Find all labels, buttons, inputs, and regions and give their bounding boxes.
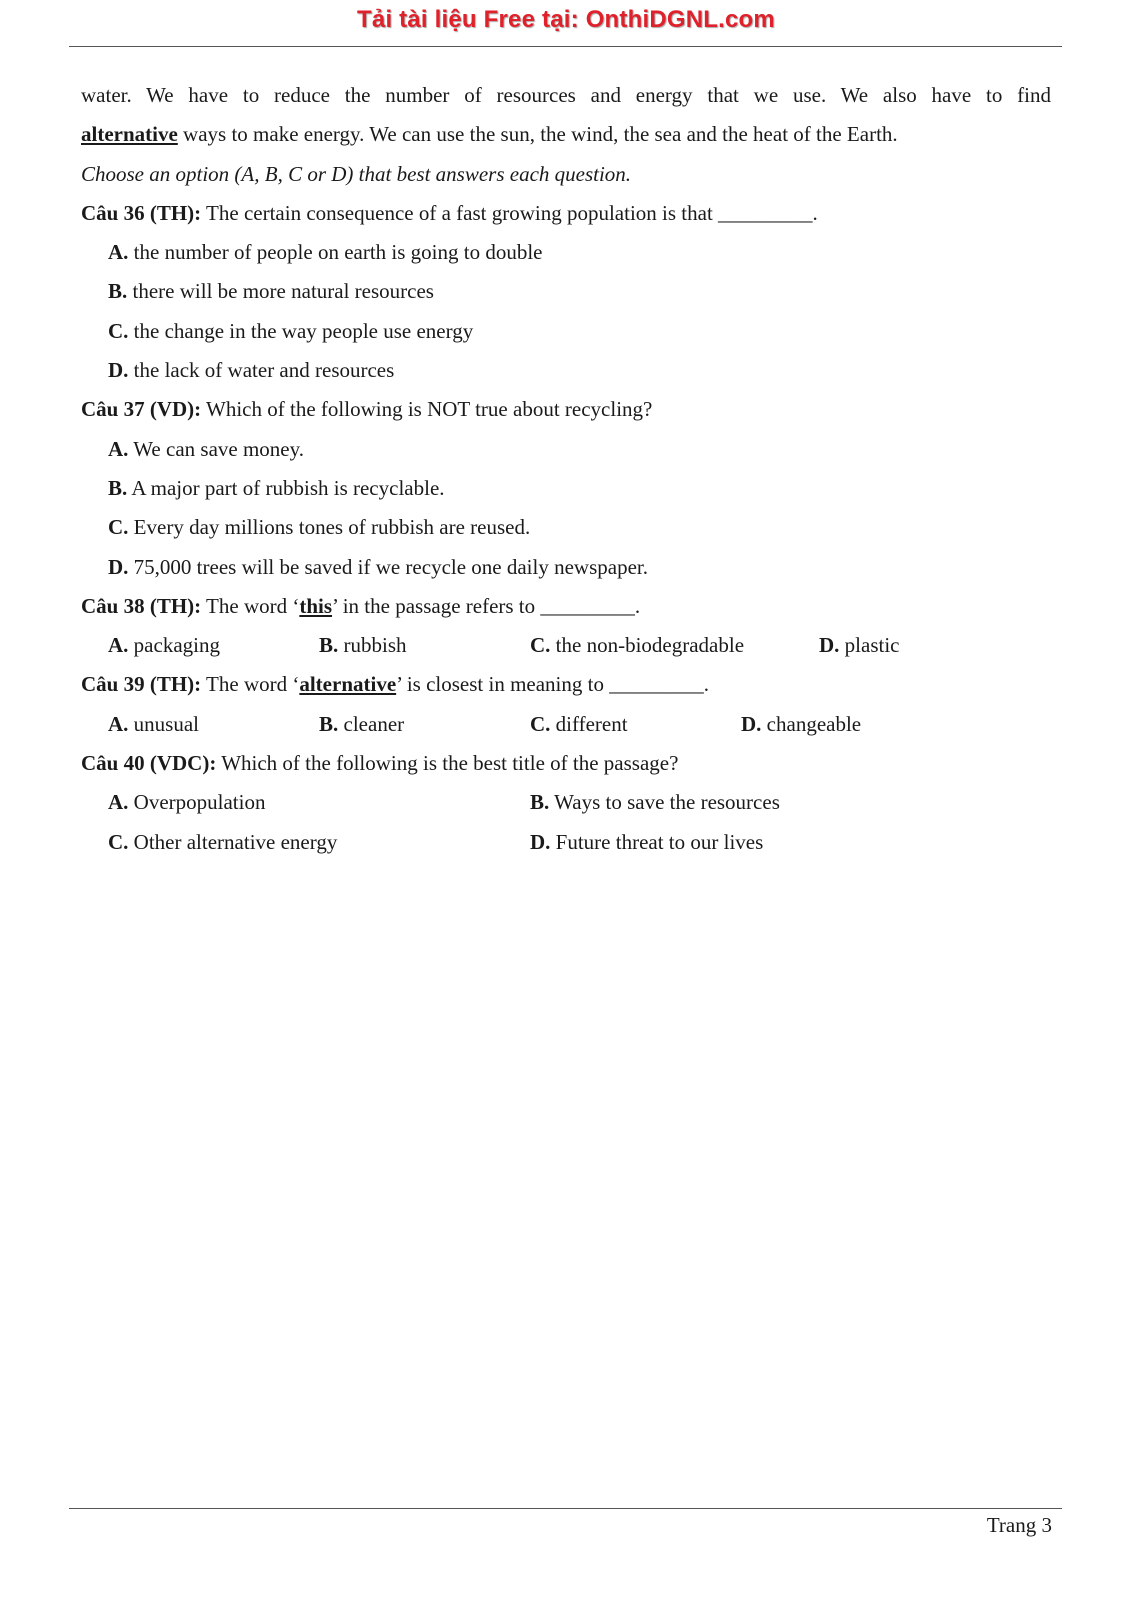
option-text: plastic (839, 633, 900, 658)
answer-option (530, 626, 744, 665)
option-letter: C. (530, 711, 551, 736)
option-letter: D. (741, 711, 762, 736)
option-text: cleaner (338, 711, 405, 736)
underlined-word: this (299, 593, 333, 618)
option-letter: B. (108, 279, 128, 304)
question-stem (81, 587, 1051, 626)
document-body (81, 76, 1051, 862)
answer-option-row (81, 705, 1051, 744)
passage-line: water. We have to reduce the number of resources and energy that we use. We also have to find (81, 83, 1051, 107)
option-letter: D. (108, 358, 129, 383)
answer-option (81, 430, 1051, 469)
question-stem (81, 194, 1051, 233)
option-text: the change in the way people use energy (128, 318, 474, 343)
answer-option (81, 272, 1051, 311)
answer-option (530, 705, 628, 744)
question-text: The word ‘ (201, 672, 300, 697)
option-letter: C. (530, 633, 551, 658)
question-label: Câu 36 (TH): (81, 200, 202, 225)
underlined-word: alternative (81, 122, 178, 147)
answer-option (108, 705, 199, 744)
option-text: the lack of water and resources (128, 358, 395, 383)
question-label: Câu 38 (TH): (81, 593, 202, 618)
option-letter: C. (108, 318, 129, 343)
option-text: 75,000 trees will be saved if we recycle one daily newspaper. (128, 554, 648, 579)
question-text: ’ is closest in meaning to _________. (396, 672, 709, 697)
footer-divider (69, 1508, 1062, 1509)
answer-option (81, 508, 1051, 547)
option-text: packaging (128, 633, 220, 658)
underlined-word: alternative (299, 672, 397, 697)
passage-line (81, 115, 1051, 154)
option-letter: B. (108, 475, 128, 500)
option-letter: B. (530, 790, 550, 815)
option-letter: B. (319, 633, 339, 658)
answer-option (530, 783, 780, 822)
answer-option-row (81, 626, 1051, 665)
answer-option (108, 626, 220, 665)
question-text: The certain consequence of a fast growing population is that _________. (201, 200, 818, 225)
header-divider (69, 46, 1062, 47)
instruction-text: Choose an option (A, B, C or D) that best answers each question. (81, 161, 632, 186)
option-letter: A. (108, 711, 129, 736)
option-letter: A. (108, 436, 129, 461)
option-text: Future threat to our lives (550, 829, 764, 854)
option-text: Ways to save the resources (549, 790, 780, 815)
answer-option (81, 548, 1051, 587)
question-stem (81, 744, 1051, 783)
option-text: different (550, 711, 628, 736)
option-text: unusual (128, 711, 199, 736)
question-label: Câu 39 (TH): (81, 672, 202, 697)
answer-option-row (81, 823, 1051, 862)
answer-option (319, 705, 404, 744)
answer-option (108, 823, 337, 862)
question-label: Câu 40 (VDC): (81, 751, 217, 776)
option-text: We can save money. (128, 436, 304, 461)
option-text: the non-biodegradable (550, 633, 745, 658)
option-letter: C. (108, 515, 129, 540)
question-label: Câu 37 (VD): (81, 397, 202, 422)
question-text: The word ‘ (201, 593, 300, 618)
passage-text: ways to make energy. We can use the sun, the wind, the sea and the heat of the Earth. (177, 122, 898, 147)
option-text: changeable (761, 711, 862, 736)
question-text: ’ in the passage refers to _________. (332, 593, 641, 618)
question-text: Which of the following is NOT true about recycling? (201, 397, 653, 422)
answer-option (319, 626, 407, 665)
answer-option (819, 626, 900, 665)
page-number: Trang 3 (986, 1513, 1052, 1537)
question-text: Which of the following is the best title of the passage? (216, 751, 679, 776)
option-text: Overpopulation (128, 790, 266, 815)
answer-option (530, 823, 763, 862)
option-text: A major part of rubbish is recyclable. (127, 475, 445, 500)
answer-option-row (81, 783, 1051, 822)
option-text: there will be more natural resources (127, 279, 434, 304)
option-letter: D. (530, 829, 551, 854)
option-letter: D. (819, 633, 840, 658)
option-letter: D. (108, 554, 129, 579)
option-letter: C. (108, 829, 129, 854)
answer-option (741, 705, 861, 744)
answer-option (81, 469, 1051, 508)
option-text: rubbish (338, 633, 407, 658)
header-banner[interactable]: Tải tài liệu Free tại: OnthiDGNL.com (357, 6, 775, 33)
option-letter: A. (108, 240, 129, 265)
answer-option (81, 351, 1051, 390)
option-letter: A. (108, 633, 129, 658)
answer-option (81, 312, 1051, 351)
answer-option (108, 783, 265, 822)
option-text: Other alternative energy (128, 829, 338, 854)
option-text: the number of people on earth is going to double (128, 240, 543, 265)
option-letter: A. (108, 790, 129, 815)
answer-option (81, 233, 1051, 272)
option-letter: B. (319, 711, 339, 736)
question-stem (81, 665, 1051, 704)
question-stem (81, 390, 1051, 429)
option-text: Every day millions tones of rubbish are reused. (128, 515, 531, 540)
